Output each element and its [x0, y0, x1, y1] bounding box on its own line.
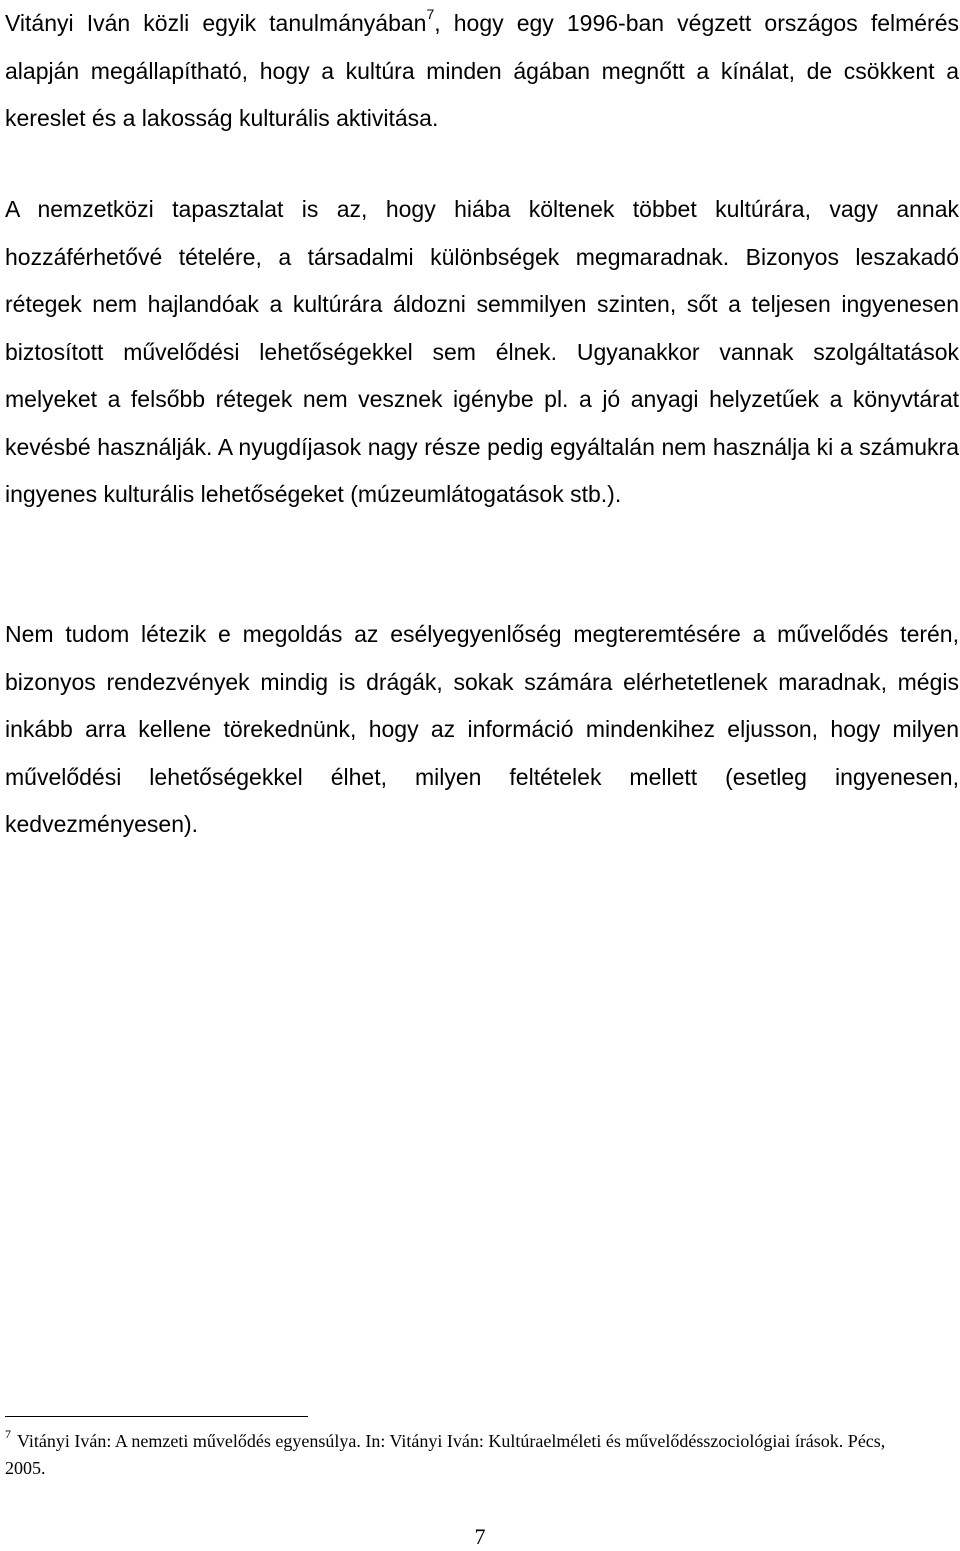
footnote-separator — [5, 1416, 308, 1417]
footnote-text: Vitányi Iván: A nemzeti művelődés egyensúlya. In: Vitányi Iván: Kultúraelméleti és művelődésszociológiai írások. Pécs, 2005. — [5, 1431, 886, 1478]
paragraph-1-text-start: Vitányi Iván közli egyik tanulmányában — [5, 10, 427, 36]
page-number: 7 — [474, 1524, 486, 1549]
footnote — [5, 1428, 929, 1482]
paragraph-2: A nemzetközi tapasztalat is az, hogy hiába költenek többet kultúrára, vagy annak hozzáférhetővé tételére, a társadalmi különbségek megmaradnak. Bizonyos leszakadó rétegek nem hajlandóak a kultúrára áldozni semmilyen szinten, sőt a teljesen ingyenesen biztosított művelődési lehetőségekkel sem élnek. Ugyanakkor vannak szolgáltatások melyeket a felsőbb rétegek nem vesznek igénybe pl. a jó anyagi helyzetűek a könyvtárat kevésbé használják. A nyugdíjasok nagy része pedig egyáltalán nem használja ki a számukra ingyenes kulturális lehetőségeket (múzeumlátogatások stb.). — [5, 196, 959, 507]
paragraph-3: Nem tudom létezik e megoldás az esélyegyenlőség megteremtésére a művelődés terén, bizonyos rendezvények mindig is drágák, sokak számára elérhetetlenek maradnak, mégis inkább arra kellene törekednünk, hogy az információ mindenkihez eljusson, hogy milyen művelődési lehetőségekkel élhet, milyen feltételek mellett (esetleg ingyenesen, kedvezményesen). — [5, 621, 959, 837]
footnote-number: 7 — [5, 1427, 11, 1441]
paragraph-1-text-end: , hogy egy 1996-ban végzett országos felmérés alapján megállapítható, hogy a kultúra minden ágában megnőtt a kínálat, de csökkent a kereslet és a lakosság kulturális aktivitása. — [5, 10, 960, 131]
footnote-reference-7[interactable]: 7 — [426, 6, 435, 23]
paragraph-1 — [5, 0, 959, 143]
